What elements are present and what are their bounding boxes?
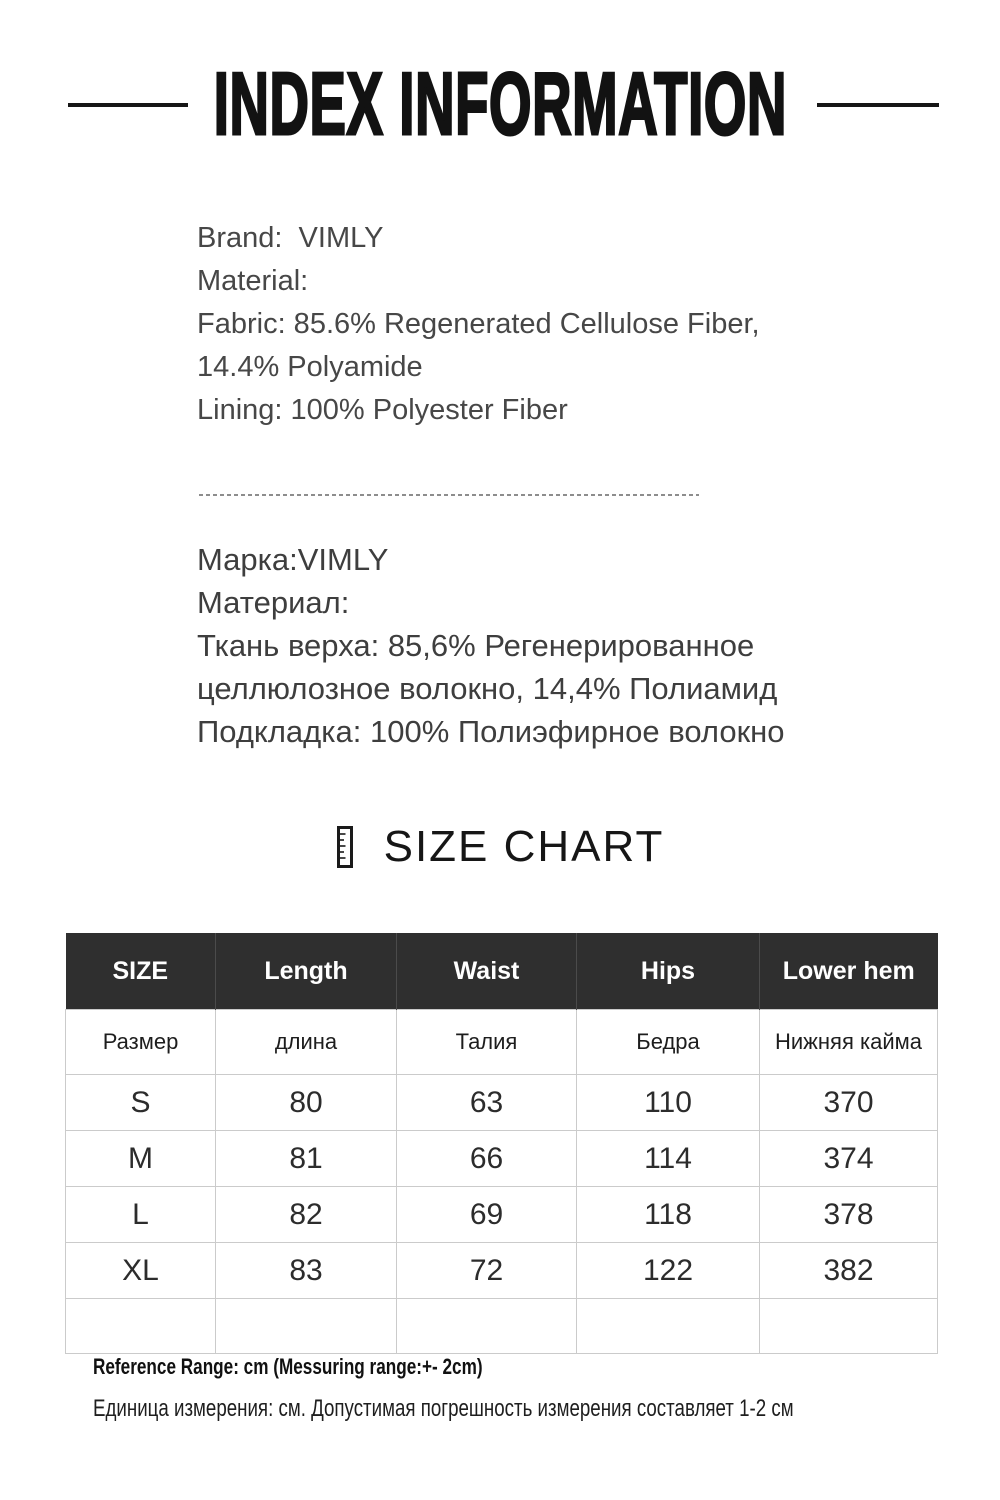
size-label: S [66, 1075, 216, 1131]
dashed-divider [199, 494, 699, 496]
empty-cell [66, 1299, 216, 1354]
size-value: 118 [577, 1187, 760, 1243]
info-line-en: Material: [197, 265, 309, 297]
info-line-ru: Подкладка: 100% Полиэфирное волокно [197, 714, 785, 749]
column-header-size: SIZE [66, 933, 216, 1010]
size-value: 81 [216, 1131, 397, 1187]
empty-cell [577, 1299, 760, 1354]
empty-cell [216, 1299, 397, 1354]
size-chart-title: SIZE CHART [383, 822, 665, 871]
column-header-lower-hem: Lower hem [760, 933, 938, 1010]
size-value: 374 [760, 1131, 938, 1187]
footnote-en: Reference Range: cm (Messuring range:+- 2cm) [93, 1354, 483, 1379]
column-subheader: длина [216, 1010, 397, 1075]
size-table-head [66, 933, 938, 1010]
empty-cell [397, 1299, 577, 1354]
size-value: 114 [577, 1131, 760, 1187]
size-value: 63 [397, 1075, 577, 1131]
size-value: 69 [397, 1187, 577, 1243]
size-value: 80 [216, 1075, 397, 1131]
footnote-ru: Единица измерения: см. Допустимая погрешность измерения составляет 1-2 см [93, 1395, 794, 1422]
size-value: 110 [577, 1075, 760, 1131]
info-line-ru: Ткань верха: 85,6% Регенерированное [197, 628, 755, 663]
ruler-icon [336, 825, 354, 869]
column-header-hips: Hips [577, 933, 760, 1010]
size-value: 378 [760, 1187, 938, 1243]
size-value: 72 [397, 1243, 577, 1299]
size-table-subheader-row [66, 1010, 938, 1075]
info-line-en: 14.4% Polyamide [197, 351, 423, 383]
size-value: 122 [577, 1243, 760, 1299]
column-subheader: Бедра [577, 1010, 760, 1075]
column-subheader: Талия [397, 1010, 577, 1075]
size-row-xl [66, 1243, 938, 1299]
size-row-m [66, 1131, 938, 1187]
empty-cell [760, 1299, 938, 1354]
size-label: XL [66, 1243, 216, 1299]
size-value: 82 [216, 1187, 397, 1243]
size-chart-heading [0, 822, 1000, 872]
size-value: 382 [760, 1243, 938, 1299]
info-line-en: Fabric: 85.6% Regenerated Cellulose Fiber, [197, 308, 760, 340]
size-label: L [66, 1187, 216, 1243]
size-row-s [66, 1075, 938, 1131]
column-subheader: Размер [66, 1010, 216, 1075]
title-rule-right [817, 103, 939, 107]
size-table-body [66, 1010, 938, 1354]
info-line-en: Lining: 100% Polyester Fiber [197, 394, 568, 426]
page-title-text: INDEX INFORMATION [213, 54, 787, 153]
footnotes [93, 1352, 991, 1424]
size-table-empty-row [66, 1299, 938, 1354]
size-value: 370 [760, 1075, 938, 1131]
info-line-ru: Марка:VIMLY [197, 542, 389, 577]
product-info-ru [197, 538, 785, 753]
size-label: M [66, 1131, 216, 1187]
info-line-en: Brand: VIMLY [197, 222, 384, 254]
product-info-en [197, 217, 760, 432]
size-chart-table [65, 933, 938, 1354]
column-subheader: Нижняя кайма [760, 1010, 938, 1075]
info-line-ru: целлюлозное волокно, 14,4% Полиамид [197, 671, 778, 706]
size-value: 83 [216, 1243, 397, 1299]
size-table-header-row [66, 933, 938, 1010]
column-header-length: Length [216, 933, 397, 1010]
info-line-ru: Материал: [197, 585, 350, 620]
size-value: 66 [397, 1131, 577, 1187]
size-row-l [66, 1187, 938, 1243]
column-header-waist: Waist [397, 933, 577, 1010]
